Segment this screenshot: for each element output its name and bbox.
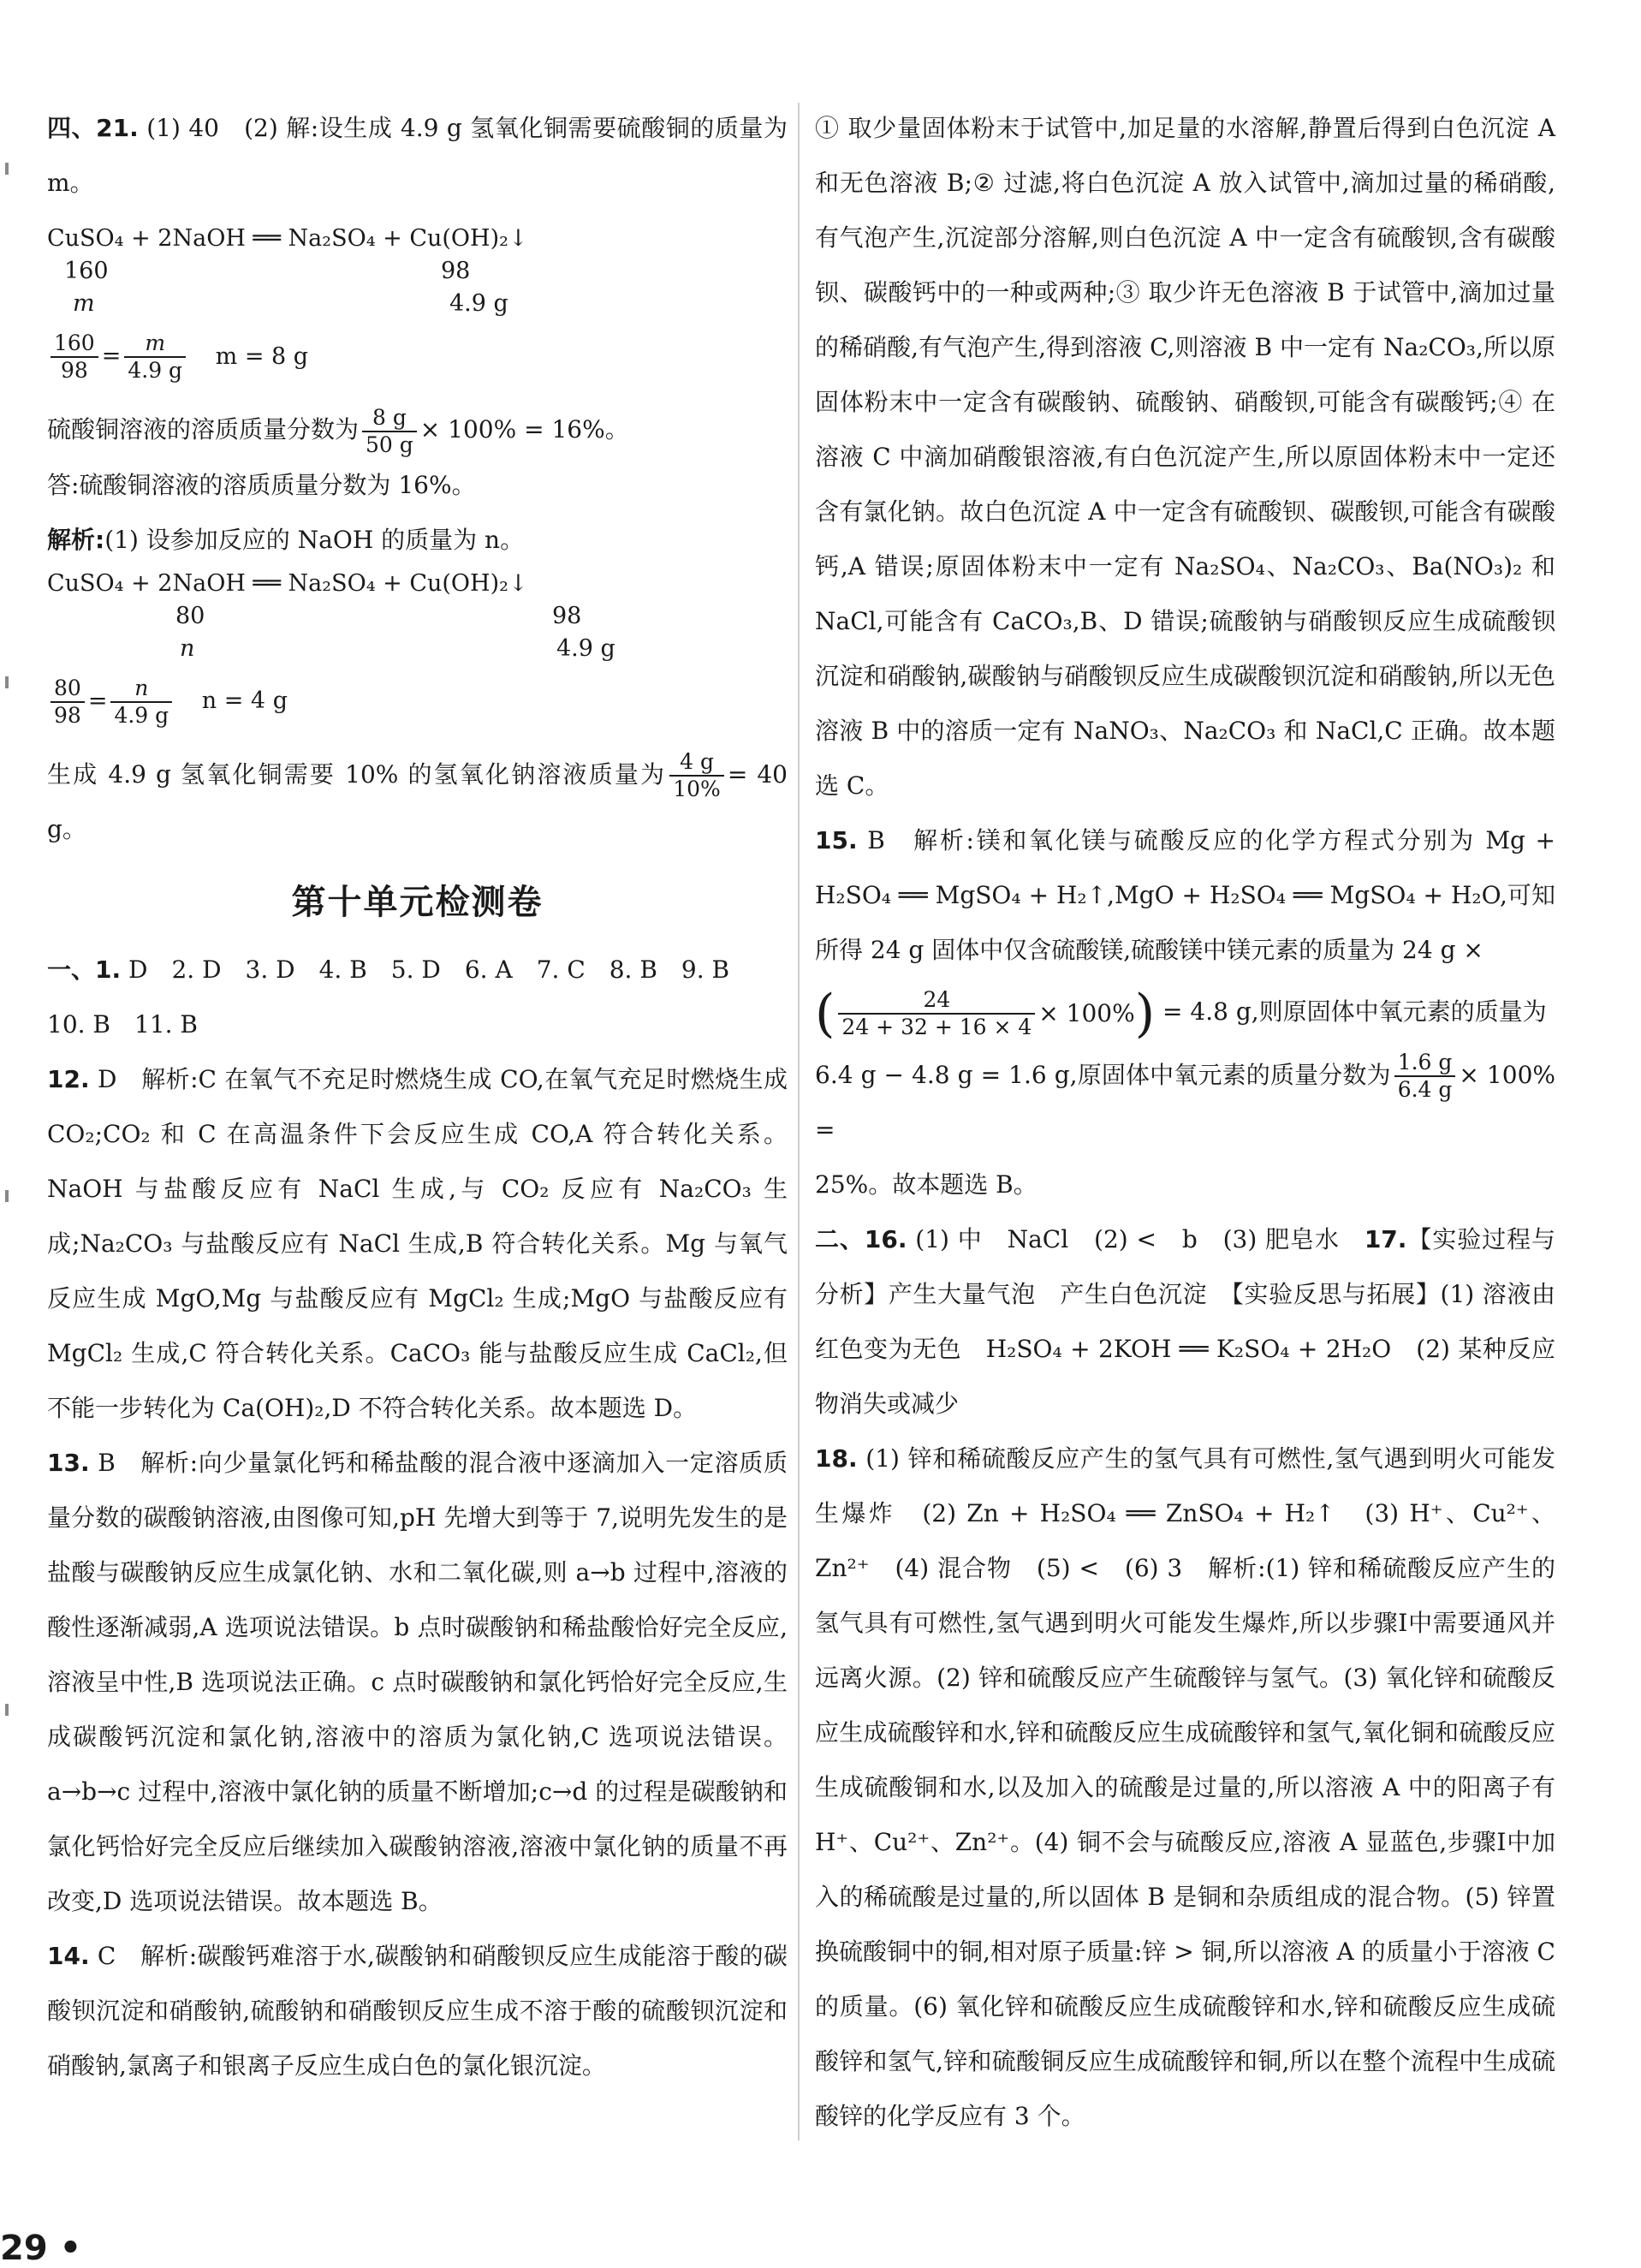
right-column — [815, 101, 1555, 2144]
q12: 12. D 解析:C 在氧气不充足时燃烧生成 CO,在氧气充足时燃烧生成 CO₂;CO₂ 和 C 在高温条件下会反应生成 CO,A 符合转化关系。NaOH 与盐酸反应有 NaCl 生成,与 CO₂ 反应有 Na₂CO₃ 生成;Na₂CO₃ 与盐酸反应有 NaCl 生成,B 符合转化关系。Mg 与氧气反应生成 MgO,Mg 与盐酸反应有 MgCl₂ 生成;MgO 与盐酸反应有 MgCl₂ 生成,C 符合转化关系。CaCO₃ 能与盐酸反应生成 CaCl₂,但不能一步转化为 Ca(OH)₂,D 不符合转化关系。故本题选 D。 — [47, 1065, 788, 1422]
chem-equation: CuSO₄ + 2NaOH ══ Na₂SO₄ + Cu(OH)₂↓ — [47, 569, 528, 597]
mc-answers-2: 10. B 11. B — [47, 1010, 199, 1039]
ratio: $\frac{80}{98}$ = $\frac{n}{4.9 g}$ n = 4 g — [47, 676, 788, 729]
q15: 15. B 解析:镁和氧化镁与硫酸反应的化学方程式分别为 Mg + H₂SO₄ ══ MgSO₄ + H₂↑,MgO + H₂SO₄ ══ MgSO₄ + H₂O,可知所得 24 g 固体中仅含硫酸镁,硫酸镁中镁元素的质量为 24 g × — [815, 826, 1555, 964]
margin-mark — [5, 163, 9, 175]
chem-equation: CuSO₄ + 2NaOH ══ Na₂SO₄ + Cu(OH)₂↓ — [47, 225, 528, 252]
margin-mark — [5, 1190, 9, 1202]
naoh-mass: 生成 4.9 g 氢氧化铜需要 10% 的氢氧化钠溶液质量为 $\frac{4 g}{10\%}$ = 40 g。 — [47, 749, 788, 843]
page-number: 29 • — [0, 2229, 82, 2268]
q14: 14. C 解析:碳酸钙难溶于水,碳酸钠和硝酸钡反应生成能溶于酸的碳酸钡沉淀和硝酸钠,硫酸钠和硝酸钡反应生成不溶于酸的硫酸钡沉淀和硝酸钠,氯离子和银离子反应生成白色的氯化银沉淀。 — [47, 1942, 788, 2080]
mc-answers-1: 一、1. D 2. D 3. D 4. B 5. D 6. A 7. C 8. B 9. B — [47, 955, 730, 984]
margin-mark — [5, 1704, 9, 1716]
equation-block-1: CuSO₄ + 2NaOH ══ Na₂SO₄ + Cu(OH)₂↓ 160 98 m 4.9 g $\frac{160}{98}$ = $\frac{m}{4.9 g}$ m = 8 g — [47, 223, 788, 384]
analysis: 解析:(1) 设参加反应的 NaOH 的质量为 n。 — [47, 525, 525, 554]
answer: 答:硫酸铜溶液的溶质质量分数为 16%。 — [47, 470, 476, 499]
q15-fraction-line: ( $\frac{24}{24 + 32 + 16 \times 4}$ × 100% ) = 4.8 g,则原固体中氧元素的质量为 — [815, 983, 1547, 1044]
q13: 13. B 解析:向少量氯化钙和稀盐酸的混合液中逐滴加入一定溶质质量分数的碳酸钠溶液,由图像可知,pH 先增大到等于 7,说明先发生的是盐酸与碳酸钠反应生成氯化钠、水和二氧化碳,则 a→b 过程中,溶液的酸性逐渐减弱,A 选项说法错误。b 点时碳酸钠和稀盐酸恰好完全反应,溶液呈中性,B 选项说法正确。c 点时碳酸钠和氯化钙恰好完全反应,生成碳酸钙沉淀和氯化钠,溶液中的溶质为氯化钠,C 选项说法错误。a→b→c 过程中,溶液中氯化钠的质量不断增加;c→d 的过程是碳酸钠和氯化钙恰好完全反应后继续加入碳酸钠溶液,溶液中氯化钠的质量不再改变,D 选项说法错误。故本题选 B。 — [47, 1449, 788, 1915]
column-divider — [798, 103, 800, 2140]
mass-fraction: 硫酸铜溶液的溶质质量分数为 $\frac{8 g}{50 g}$ × 100% = 16%。 — [47, 404, 629, 457]
q14-continued: ① 取少量固体粉末于试管中,加足量的水溶解,静置后得到白色沉淀 A 和无色溶液 B;② 过滤,将白色沉淀 A 放入试管中,滴加过量的稀硝酸,有气泡产生,沉淀部分溶解,则白色沉淀 A 中一定含有硫酸钡,含有碳酸钡、碳酸钙中的一种或两种;③ 取少许无色溶液 B 于试管中,滴加过量的稀硝酸,有气泡产生,得到溶液 C,则溶液 B 中一定有 Na₂CO₃,所以原固体粉末中一定含有碳酸钠、硫酸钠、硝酸钡,可能含有碳酸钙;④ 在溶液 C 中滴加硝酸银溶液,有白色沉淀产生,所以原固体粉末中一定还含有氯化钠。故白色沉淀 A 中一定含有硫酸钡、碳酸钡,可能含有碳酸钙,A 错误;原固体粉末中一定有 Na₂SO₄、Na₂CO₃、Ba(NO₃)₂ 和 NaCl,可能含有 CaCO₃,B、D 错误;硫酸钠与硝酸钡反应生成硫酸钡沉淀和硝酸钠,碳酸钠与硝酸钡反应生成碳酸钡沉淀和硝酸钠,所以无色溶液 B 中的溶质一定有 NaNO₃、Na₂CO₃ 和 NaCl,C 正确。故本题选 C。 — [815, 114, 1555, 800]
margin-mark — [5, 676, 9, 688]
left-column — [47, 101, 788, 2093]
equation-block-2: CuSO₄ + 2NaOH ══ Na₂SO₄ + Cu(OH)₂↓ 80 98 n 4.9 g $\frac{80}{98}$ = $\frac{n}{4.9 g}$ n = 4 g — [47, 568, 788, 729]
q15-line3: 25%。故本题选 B。 — [815, 1170, 1038, 1199]
q18: 18. (1) 锌和稀硫酸反应产生的氢气具有可燃性,氢气遇到明火可能发生爆炸 (2) Zn + H₂SO₄ ══ ZnSO₄ + H₂↑ (3) H⁺、Cu²⁺、Zn²⁺ (4) 混合物 (5) < (6) 3 解析:(1) 锌和稀硫酸反应产生的氢气具有可燃性,氢气遇到明火可能发生爆炸,所以步骤Ⅰ中需要通风并远离火源。(2) 锌和硫酸反应产生硫酸锌与氢气。(3) 氧化锌和硫酸反应生成硫酸锌和水,锌和硫酸反应生成硫酸锌和氢气,氧化铜和硫酸反应生成硫酸铜和水,以及加入的硫酸是过量的,所以溶液 A 中的阳离子有 H⁺、Cu²⁺、Zn²⁺。(4) 铜不会与硫酸反应,溶液 A 显蓝色,步骤Ⅰ中加入的稀硫酸是过量的,所以固体 B 是铜和杂质组成的混合物。(5) 锌置换硫酸铜中的铜,相对原子质量:锌 > 铜,所以溶液 A 的质量小于溶液 C 的质量。(6) 氧化锌和硫酸反应生成硫酸锌和水,锌和硫酸反应生成硫酸锌和氢气,锌和硫酸铜反应生成硫酸锌和铜,所以在整个流程中生成硫酸锌的化学反应有 3 个。 — [815, 1444, 1555, 2130]
q21: 四、21. (1) 40 (2) 解:设生成 4.9 g 氢氧化铜需要硫酸铜的质量为 m。 — [47, 114, 788, 197]
q15-line2: 6.4 g − 4.8 g = 1.6 g,原固体中氧元素的质量分数为 $\frac{1.6 g}{6.4 g}$ × 100% = — [815, 1050, 1555, 1144]
q16-q17: 二、16. (1) 中 NaCl (2) < b (3) 肥皂水 17.【实验过程与分析】产生大量气泡 产生白色沉淀 【实验反思与拓展】(1) 溶液由红色变为无色 H₂SO₄ + 2KOH ══ K₂SO₄ + 2H₂O (2) 某种反应物消失或减少 — [815, 1225, 1555, 1418]
section-title: 第十单元检测卷 — [291, 883, 544, 922]
ratio: $\frac{160}{98}$ = $\frac{m}{4.9 g}$ m = 8 g — [47, 330, 788, 384]
